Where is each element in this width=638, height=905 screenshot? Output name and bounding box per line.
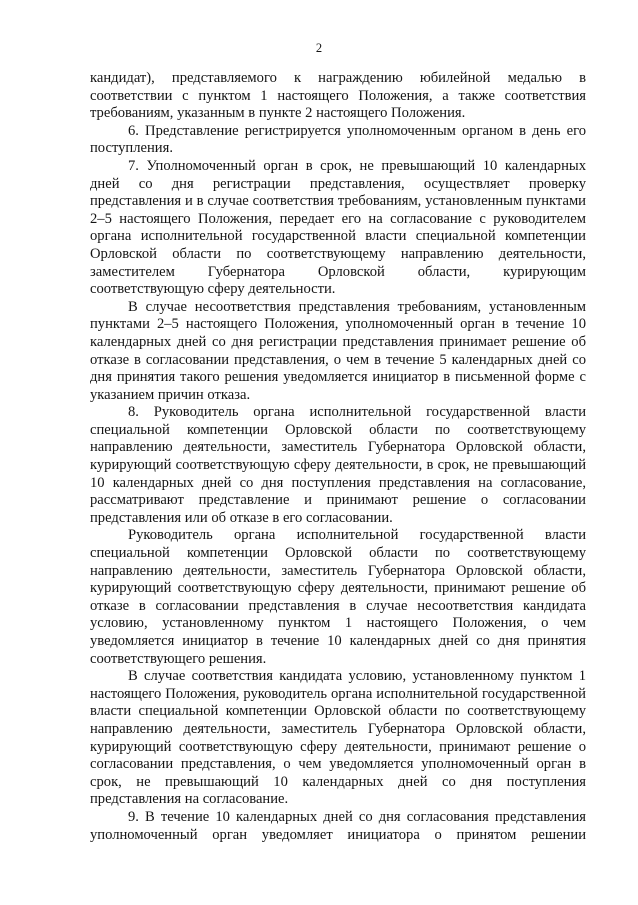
paragraph-item-8-approval: В случае соответствия кандидата условию, установленному пунктом 1 настоящего Положения, руководитель органа исполнительной государственной власти специальной компетенции Орловской области по соответствующему направлению деятельности, заместитель Губернатора Орловской области, курирующий соответствующую сферу деятельности, принимают решение о согласовании представления, о чем уведомляется уполномоченный орган в срок, не превышающий 10 календарных дней со дня поступления представления на согласование. — [90, 668, 586, 808]
paragraph-item-7: 7. Уполномоченный орган в срок, не превышающий 10 календарных дней со дня регистрации представления, осуществляет проверку представления и в случае соответствия требованиям, установленным пунктами 2–5 настоящего Положения, передает его на согласование с руководителем органа исполнительной государственной власти специальной компетенции Орловской области по соответствующему направлению деятельности, заместителем Губернатора Орловской области, курирующим соответствующую сферу деятельности. — [90, 157, 586, 298]
paragraph-item-8: 8. Руководитель органа исполнительной государственной власти специальной компетенции Орловской области по соответствующему направлению деятельности, заместитель Губернатора Орловской области, курирующий соответствующую сферу деятельности, в срок, не превышающий 10 календарных дней со дня поступления представления на согласование, рассматривают представление и принимают решение о согласовании представления или об отказе в его согласовании. — [90, 404, 586, 526]
paragraph-item-9: 9. В течение 10 календарных дней со дня согласования представления уполномоченный орган уведомляет инициатора о принятом решении — [90, 808, 586, 843]
paragraph-item-7-refusal: В случае несоответствия представления требованиям, установленным пунктами 2–5 настоящего Положения, уполномоченный орган в течение 10 календарных дней со дня регистрации представления принимает решение об отказе в согласовании представления, о чем в течение 5 календарных дней со дня принятия такого решения уведомляется инициатор в письменной форме с указанием причин отказа. — [90, 298, 586, 403]
page-number: 2 — [315, 41, 323, 55]
paragraph-item-6: 6. Представление регистрируется уполномоченным органом в день его поступления. — [90, 122, 586, 157]
paragraph-item-8-refusal: Руководитель органа исполнительной государственной власти специальной компетенции Орловской области по соответствующему направлению деятельности, заместитель Губернатора Орловской области, курирующий соответствующую сферу деятельности, принимают решение об отказе в согласовании представления в случае несоответствия кандидата условию, установленному пунктом 1 настоящего Положения, о чем уведомляется инициатор в течение 10 календарных дней со дня принятия соответствующего решения. — [90, 527, 586, 667]
document-body — [90, 70, 586, 844]
paragraph-continuation: кандидат), представляемого к награждению юбилейной медалью в соответствии с пунктом 1 настоящего Положения, а также соответствия требованиям, указанным в пункте 2 настоящего Положения. — [90, 70, 586, 122]
